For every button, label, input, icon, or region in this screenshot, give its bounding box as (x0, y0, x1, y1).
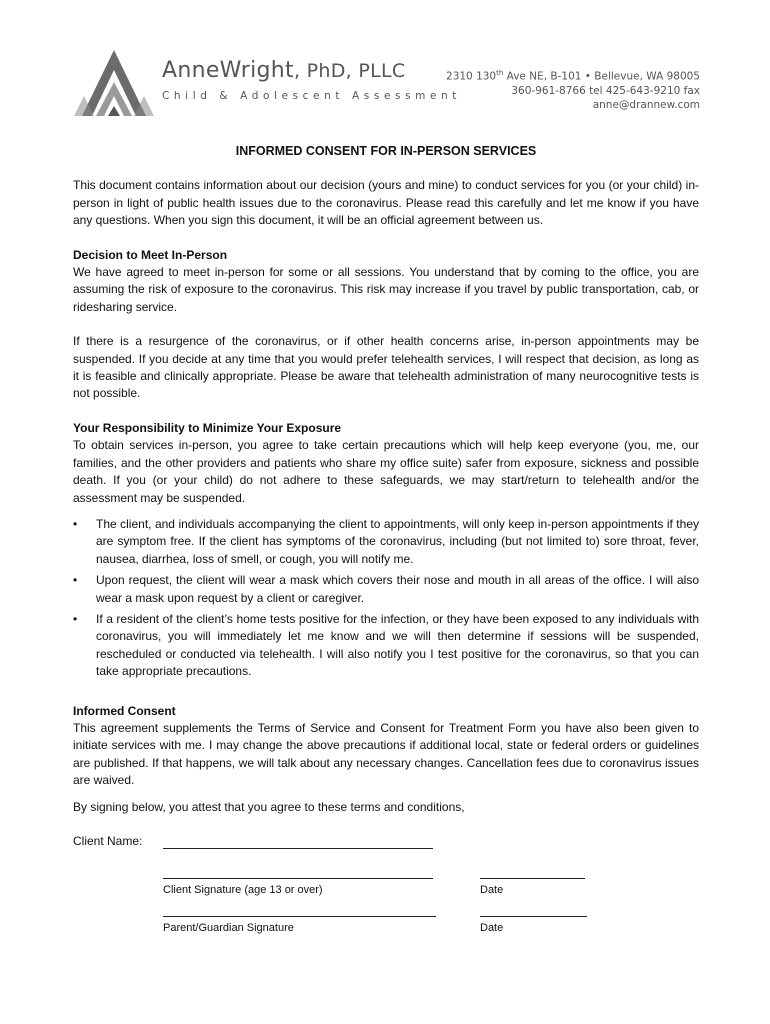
decision-paragraph-1: We have agreed to meet in-person for some or all sessions. You understand that by coming to the office, you are assuming the risk of exposure to the coronavirus. This risk may increase if you travel by public transportation, cab, or ridesharing service. (73, 265, 699, 314)
company-logo (74, 44, 154, 120)
guardian-date-field[interactable] (480, 916, 587, 917)
section-heading-responsibility: Your Responsibility to Minimize Your Exposure (73, 420, 342, 435)
client-signature-field[interactable] (163, 878, 433, 879)
email-line: anne@drannew.com (592, 98, 700, 111)
phone-line: 360-961-8766 tel 425-643-9210 fax (511, 84, 700, 97)
document-body (73, 143, 699, 816)
informed-consent-paragraph: This agreement supplements the Terms of Service and Consent for Treatment Form you have also been given to initiate services with me. I may change the above precautions if additional local, state or federal orders or guidelines are published. If that happens, we will talk about any necessary changes. Cancellation fees due to coronavirus issues are waived. (73, 720, 699, 788)
intro-paragraph: This document contains information about our decision (yours and mine) to conduct services for you (or your child) in-person in light of public health issues due to the coronavirus. Please read this carefully and let me know if you have any questions. When you sign this document, it will be an official agreement between us. (73, 178, 699, 228)
client-date-field[interactable] (480, 878, 585, 879)
attest-statement: By signing below, you attest that you agree to these terms and conditions, (73, 799, 465, 814)
letterhead-brand (162, 58, 461, 102)
section-heading-informed-consent: Informed Consent (73, 703, 176, 718)
client-signature-label: Client Signature (age 13 or over) (163, 884, 323, 896)
document-title: INFORMED CONSENT FOR IN-PERSON SERVICES (235, 144, 537, 158)
practice-tagline: Child & Adolescent Assessment (162, 90, 462, 102)
client-name-label: Client Name: (73, 834, 143, 848)
client-date-label: Date (480, 884, 504, 896)
guardian-signature-field[interactable] (163, 916, 436, 917)
list-item: • Upon request, the client will wear a mask which covers their nose and mouth in all areas of the office. I will also wear a mask upon request by a client or caregiver. (73, 572, 699, 607)
practice-name: AnneWright, PhD, PLLC (162, 58, 406, 83)
client-name-field[interactable] (163, 848, 433, 849)
list-item: • The client, and individuals accompanying the client to appointments, will only keep in-person appointments if they are symptom free. If the client has symptoms of the coronavirus, including (but not limited to) sore throat, fever, nausea, diarrhea, loss of smell, or cough, you will notify me. (73, 516, 699, 568)
guardian-date-label: Date (480, 922, 504, 934)
guardian-signature-row (73, 908, 699, 938)
list-item: • If a resident of the client’s home tests positive for the infection, or they have been exposed to any individuals with coronavirus, you will immediately let me know and we will then determine if sessions will be suspended, rescheduled or conducted via telehealth. I will also notify you I test positive for the coronavirus, so that you can take appropriate precautions. (73, 611, 699, 681)
client-signature-row (73, 870, 699, 900)
section-heading-decision: Decision to Meet In-Person (73, 247, 228, 262)
address-line: 2310 130th Ave NE, B-101 • Bellevue, WA 98005 (446, 69, 700, 83)
guardian-signature-label: Parent/Guardian Signature (163, 922, 294, 934)
client-name-row (73, 834, 699, 854)
responsibility-paragraph: To obtain services in-person, you agree to take certain precautions which will help keep everyone (you, me, our families, and the other providers and patients who share my office suite) safer from exposure, sickness and possible death. If you (or your child) do not adhere to these safeguards, we may start/return to telehealth and/or the assessment may be suspended. (73, 438, 699, 505)
letterhead-contact (446, 66, 700, 112)
precautions-list (73, 516, 699, 681)
decision-paragraph-2: If there is a resurgence of the coronavirus, or if other health concerns arise, in-person appointments may be suspended. If you decide at any time that you would prefer telehealth services, I will respect that decision, as long as it is feasible and clinically appropriate. Please be aware that telehealth administration of many neurocognitive tests is not possible. (73, 334, 699, 401)
